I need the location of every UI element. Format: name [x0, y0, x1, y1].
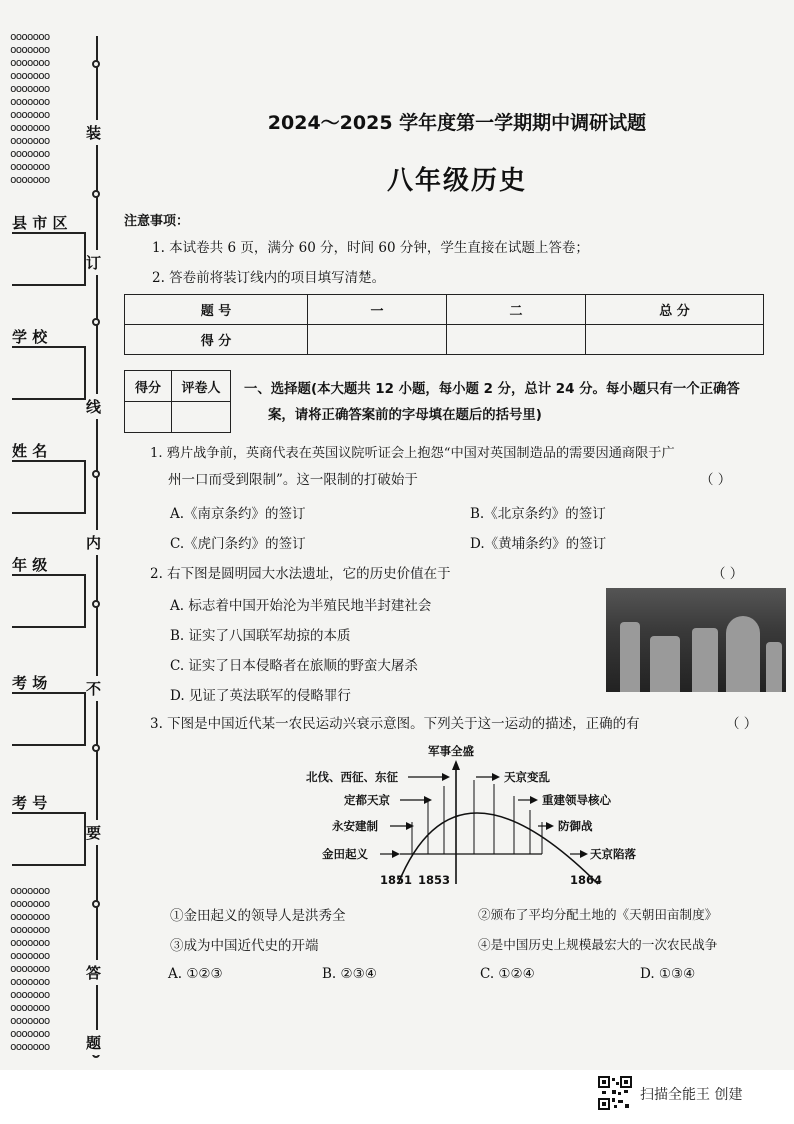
binding-word: 订	[86, 250, 101, 275]
scanner-watermark: 扫描全能王 创建	[640, 1087, 743, 1103]
q3-answer-paren[interactable]: （ ）	[726, 716, 758, 732]
taiping-rise-fall-diagram	[306, 738, 656, 890]
field-label-school: 学 校	[12, 328, 48, 346]
diagram-right-label: 重建领导核心	[542, 793, 611, 807]
score-cell[interactable]	[447, 325, 586, 355]
score-header-cell: 题 号	[125, 295, 308, 325]
binding-word: 线	[86, 394, 101, 419]
notes-heading: 注意事项：	[124, 214, 190, 229]
binding-dot	[92, 600, 100, 608]
field-box-school[interactable]	[12, 346, 86, 400]
grader-score-label: 得分	[125, 371, 172, 402]
q3-statement-1: ①金田起义的领导人是洪秀全	[170, 908, 346, 924]
grader-name-label: 评卷人	[172, 371, 231, 402]
section-one-title: 一、选择题(本大题共 12 小题，每小题 2 分，总计 24 分。每小题只有一个正确答	[244, 382, 740, 397]
diagram-peak-arrow	[452, 760, 460, 770]
grader-name-cell[interactable]	[172, 402, 231, 433]
field-label-grade: 年 级	[12, 556, 48, 574]
q1-option-b[interactable]: B.《北京条约》的签订	[470, 506, 606, 522]
diagram-left-label: 金田起义	[322, 847, 368, 861]
score-row-label: 得 分	[125, 325, 308, 355]
q1-answer-paren[interactable]: （ ）	[700, 472, 732, 488]
binding-word: 装	[86, 120, 101, 145]
diagram-right-label: 天京陷落	[590, 847, 636, 861]
score-header-cell: 一	[308, 295, 447, 325]
binding-dot	[92, 470, 100, 478]
diagram-year: 1853	[418, 873, 451, 887]
binding-holes-bottom: ooooooo ooooooo ooooooo ooooooo ooooooo ooooooo ooooooo ooooooo ooooooo ooooooo ooooooo ooooooo ooooooo	[10, 884, 50, 1053]
binding-dot	[92, 318, 100, 326]
q3-statement-4: ④是中国历史上规模最宏大的一次农民战争	[478, 937, 718, 952]
field-box-exam-room[interactable]	[12, 692, 86, 746]
q1-option-a[interactable]: A.《南京条约》的签订	[170, 506, 306, 522]
grader-table	[124, 370, 231, 433]
q3-statement-2: ②颁布了平均分配土地的《天朝田亩制度》	[478, 907, 718, 922]
binding-holes-top: ooooooo ooooooo ooooooo ooooooo ooooooo ooooooo ooooooo ooooooo ooooooo ooooooo ooooooo ooooooo	[10, 30, 50, 186]
q2-option-a[interactable]: A. 标志着中国开始沦为半殖民地半封建社会	[170, 598, 432, 614]
q2-option-b[interactable]: B. 证实了八国联军劫掠的本质	[170, 628, 351, 644]
field-label-district: 县 市 区	[12, 214, 68, 232]
binding-margin	[0, 0, 112, 1070]
q2-option-c[interactable]: C. 证实了日本侵略者在旅顺的野蛮大屠杀	[170, 658, 418, 674]
binding-dot	[92, 190, 100, 198]
qr-code-icon	[598, 1076, 632, 1110]
field-box-name[interactable]	[12, 460, 86, 514]
field-label-exam-room: 考 场	[12, 674, 48, 692]
score-header-cell: 二	[447, 295, 586, 325]
diagram-left-label: 北伐、西征、东征	[306, 770, 398, 784]
q1-stem: 1. 鸦片战争前，英商代表在英国议院听证会上抱怨“中国对英国制造品的需要因通商限于广	[150, 446, 675, 461]
diagram-peak-label: 军事全盛	[428, 744, 474, 758]
field-label-exam-number: 考 号	[12, 794, 48, 812]
q2-option-d[interactable]: D. 见证了英法联军的侵略罪行	[170, 688, 351, 704]
diagram-year: 1864	[570, 873, 603, 887]
diagram-left-label: 定都天京	[344, 793, 390, 807]
diagram-right-label: 天京变乱	[504, 770, 550, 784]
q3-option-c[interactable]: C. ①②④	[480, 966, 535, 982]
score-cell[interactable]	[308, 325, 447, 355]
q2-stem: 2. 右下图是圆明园大水法遗址，它的历史价值在于	[150, 566, 451, 582]
q3-stem: 3. 下图是中国近代某一农民运动兴衰示意图。下列关于这一运动的描述，正确的有	[150, 716, 640, 732]
score-header-cell: 总 分	[586, 295, 764, 325]
diagram-right-label: 防御战	[558, 819, 593, 833]
binding-word: 题	[86, 1030, 101, 1055]
q3-statement-3: ③成为中国近代史的开端	[170, 938, 319, 954]
binding-dot	[92, 900, 100, 908]
yuanmingyuan-ruins-photo	[606, 588, 786, 692]
exam-title: 2024～2025 学年度第一学期期中调研试题	[267, 112, 647, 134]
q1-option-c[interactable]: C.《虎门条约》的签订	[170, 536, 306, 552]
binding-word: 要	[86, 820, 101, 845]
q3-option-d[interactable]: D. ①③④	[640, 966, 696, 982]
q3-option-b[interactable]: B. ②③④	[322, 966, 377, 982]
notes-item: 2. 答卷前将装订线内的项目填写清楚。	[152, 270, 386, 286]
exam-subject: 八年级历史	[386, 166, 527, 196]
diagram-year: 1851	[380, 873, 413, 887]
q1-stem-cont: 州一口而受到限制”。这一限制的打破始于	[168, 472, 418, 488]
binding-word: 不	[86, 676, 101, 701]
binding-word: 内	[86, 530, 101, 555]
binding-dot	[92, 60, 100, 68]
notes-item: 1. 本试卷共 6 页，满分 60 分，时间 60 分钟，学生直接在试题上答卷；	[152, 240, 589, 256]
q2-answer-paren[interactable]: （ ）	[712, 566, 744, 582]
grader-score-cell[interactable]	[125, 402, 172, 433]
field-box-district[interactable]	[12, 232, 86, 286]
section-one-instruction: 案，请将正确答案前的字母填在题后的括号里)	[268, 408, 542, 423]
field-box-exam-number[interactable]	[12, 812, 86, 866]
score-table	[124, 294, 764, 355]
diagram-left-label: 永安建制	[332, 819, 378, 833]
q3-option-a[interactable]: A. ①②③	[168, 966, 223, 982]
field-box-grade[interactable]	[12, 574, 86, 628]
q1-option-d[interactable]: D.《黄埔条约》的签订	[470, 536, 607, 552]
field-label-name: 姓 名	[12, 442, 48, 460]
score-cell[interactable]	[586, 325, 764, 355]
binding-word: 答	[86, 960, 101, 985]
binding-dot	[92, 744, 100, 752]
